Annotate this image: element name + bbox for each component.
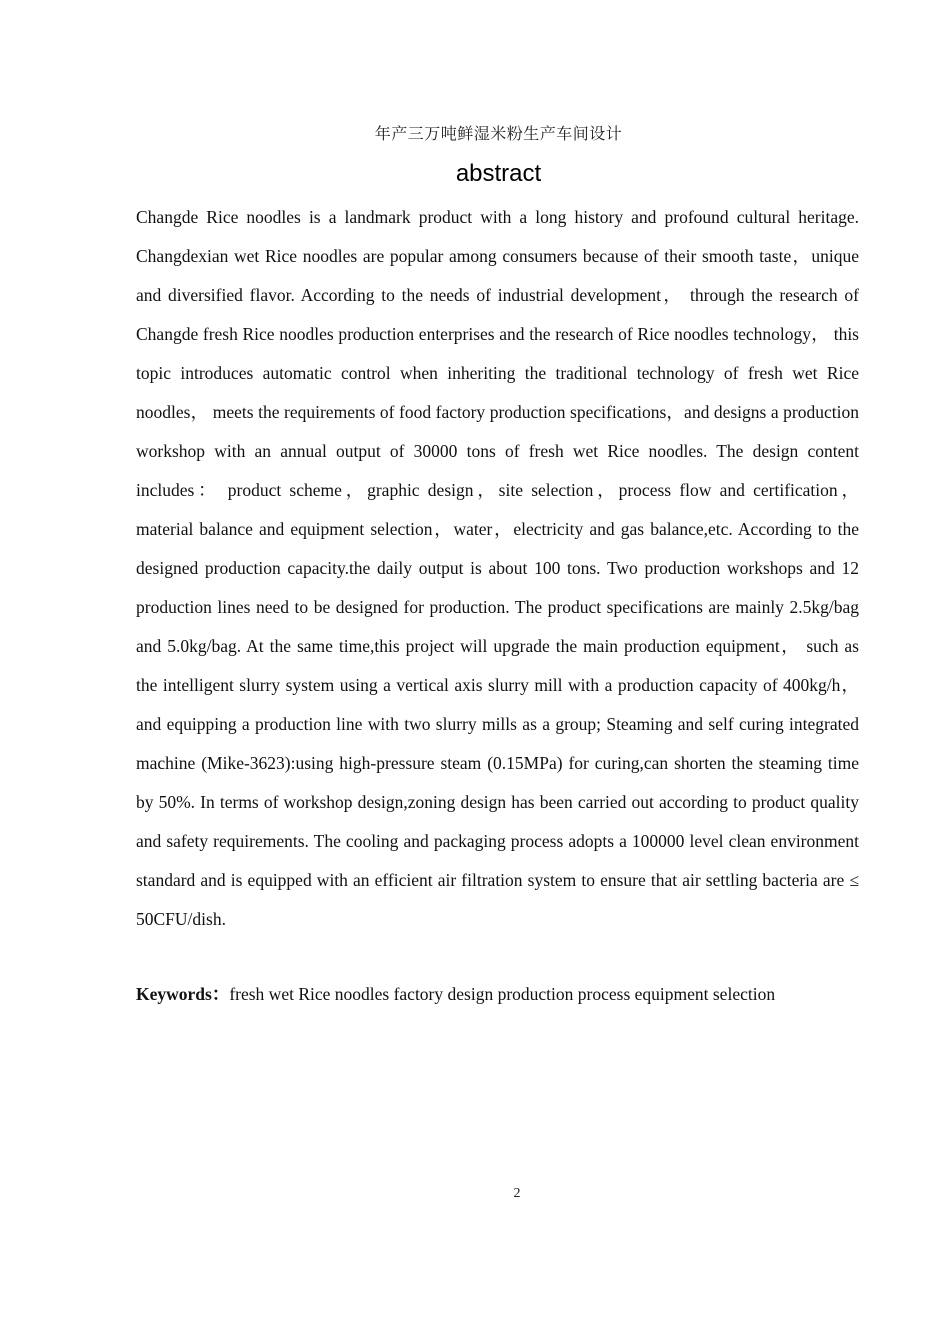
page-number: 2 [513, 1186, 521, 1201]
chinese-thesis-title: 年产三万吨鲜湿米粉生产车间设计 [374, 124, 623, 143]
keywords-value: fresh wet Rice noodles factory design production process equipment selection [229, 984, 776, 1004]
abstract-body-paragraph: Changde Rice noodles is a landmark product with a long history and profound cultural heritage. Changdexian wet Rice noodles are popular among consumers because of their smooth taste，unique and diversified flavor. According to the needs of industrial development， through the research of Changde fresh Rice noodles production enterprises and the research of Rice noodles technology， this topic introduces automatic control when inheriting the traditional technology of fresh wet Rice noodles， meets the requirements of food factory production specifications，and designs a production workshop with an annual output of 30000 tons of fresh wet Rice noodles. The design content includes： product scheme，graphic design，site selection，process flow and certification， material balance and equipment selection，water，electricity and gas balance,etc. According to the designed production capacity.the daily output is about 100 tons. Two production workshops and 12 production lines need to be designed for production. The product specifications are mainly 2.5kg/bag and 5.0kg/bag. At the same time,this project will upgrade the main production equipment， such as the intelligent slurry system using a vertical axis slurry mill with a production capacity of 400kg/h， and equipping a production line with two slurry mills as a group; Steaming and self curing integrated machine (Mike-3623):using high-pressure steam (0.15MPa) for curing,can shorten the steaming time by 50%. In terms of workshop design,zoning design has been carried out according to product quality and safety requirements. The cooling and packaging process adopts a 100000 level clean environment standard and is equipped with an efficient air filtration system to ensure that air settling bacteria are ≤ 50CFU/dish. [136, 207, 859, 929]
abstract-heading: abstract [455, 160, 542, 187]
keywords-label: Keywords： [136, 984, 230, 1004]
keywords-line [136, 975, 859, 1014]
